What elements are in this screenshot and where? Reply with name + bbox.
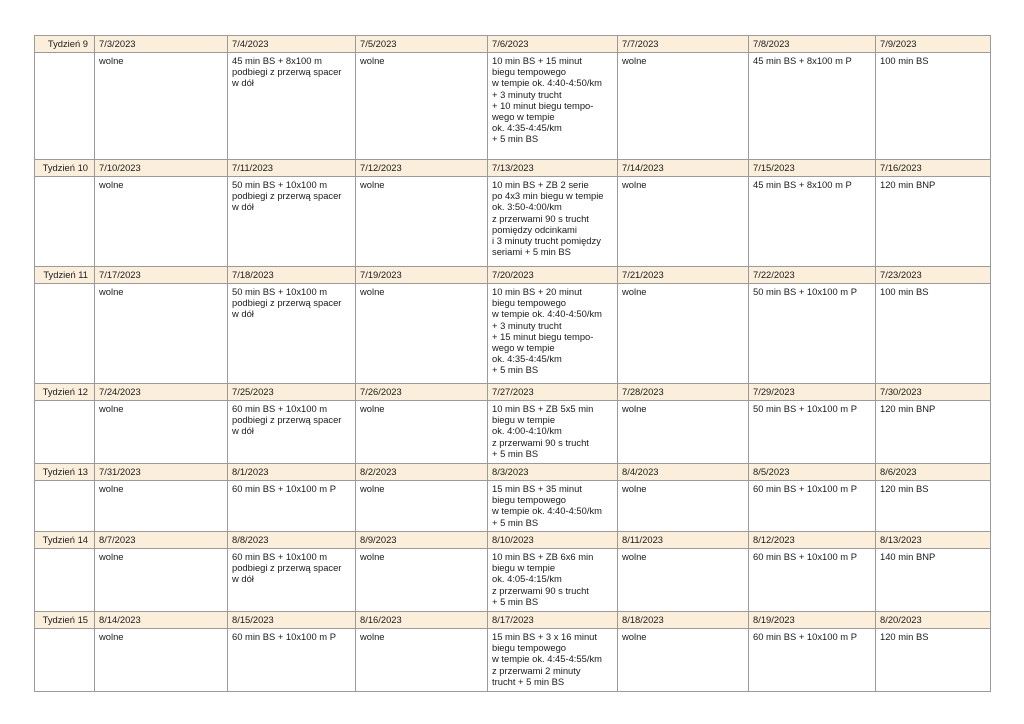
- workout-line: 10 min BS + ZB 6x6 min: [492, 551, 594, 562]
- workout-line: wego w tempie: [492, 342, 555, 354]
- workout-line: wolne: [360, 631, 385, 642]
- workout-row: [35, 177, 991, 267]
- workout-line: wolne: [622, 631, 647, 642]
- workout-line: 10 min BS + 15 minut: [492, 55, 582, 66]
- week-label: Tydzień 9: [35, 36, 95, 53]
- workout-line: 140 min BNP: [880, 551, 936, 562]
- date-cell: 7/13/2023: [488, 160, 618, 177]
- workout-line: w tempie ok. 4:40-4:50/km: [492, 77, 602, 89]
- week-label: Tydzień 11: [35, 267, 95, 284]
- workout-line: trucht + 5 min BS: [492, 675, 565, 687]
- workout-line: 60 min BS + 10x100 m: [232, 551, 328, 562]
- workout-line: wolne: [99, 286, 124, 297]
- workout-line: wolne: [360, 179, 385, 190]
- empty-label-cell: [35, 284, 95, 384]
- workout-line: + 15 minut biegu tempo-: [492, 330, 594, 342]
- workout-line: 120 min BS: [880, 631, 929, 642]
- workout-cell: [95, 284, 228, 384]
- workout-line: ok. 3:50-4:00/km: [492, 201, 562, 213]
- workout-line: wolne: [99, 179, 124, 190]
- workout-cell: [618, 53, 749, 160]
- date-cell: 7/29/2023: [749, 384, 876, 401]
- empty-label-cell: [35, 177, 95, 267]
- workout-cell: [749, 481, 876, 532]
- workout-cell: [95, 481, 228, 532]
- date-cell: 7/25/2023: [228, 384, 356, 401]
- workout-line: 120 min BNP: [880, 403, 936, 414]
- workout-line: podbiegi z przerwą spacer: [232, 66, 342, 78]
- workout-cell: [749, 629, 876, 692]
- workout-line: ok. 4:05-4:15/km: [492, 573, 562, 585]
- date-cell: 7/6/2023: [488, 36, 618, 53]
- week-label: Tydzień 10: [35, 160, 95, 177]
- workout-cell: [749, 549, 876, 612]
- date-cell: 8/3/2023: [488, 464, 618, 481]
- workout-cell: [95, 53, 228, 160]
- workout-line: 15 min BS + 3 x 16 minut: [492, 631, 598, 642]
- workout-cell: [488, 177, 618, 267]
- workout-line: z przerwami 90 s trucht: [492, 436, 589, 448]
- empty-label-cell: [35, 481, 95, 532]
- workout-cell: [876, 401, 991, 464]
- workout-cell: [876, 481, 991, 532]
- workout-row: [35, 629, 991, 692]
- workout-line: wolne: [622, 403, 647, 414]
- workout-cell: [749, 401, 876, 464]
- date-cell: 8/18/2023: [618, 612, 749, 629]
- workout-line: w dół: [232, 77, 254, 89]
- workout-line: wolne: [622, 55, 647, 66]
- workout-cell: [228, 401, 356, 464]
- workout-cell: [749, 284, 876, 384]
- workout-line: 100 min BS: [880, 55, 929, 66]
- date-cell: 8/12/2023: [749, 532, 876, 549]
- date-cell: 8/1/2023: [228, 464, 356, 481]
- empty-label-cell: [35, 549, 95, 612]
- date-cell: 7/28/2023: [618, 384, 749, 401]
- workout-line: podbiegi z przerwą spacer: [232, 190, 342, 202]
- workout-cell: [95, 401, 228, 464]
- workout-line: wolne: [99, 403, 124, 414]
- date-cell: 7/7/2023: [618, 36, 749, 53]
- workout-line: wolne: [360, 286, 385, 297]
- workout-line: wolne: [360, 403, 385, 414]
- date-cell: 7/31/2023: [95, 464, 228, 481]
- workout-line: 45 min BS + 8x100 m P: [753, 179, 852, 190]
- workout-line: ok. 4:00-4:10/km: [492, 425, 562, 437]
- workout-line: + 5 min BS: [492, 364, 539, 376]
- workout-row: [35, 284, 991, 384]
- workout-line: wolne: [99, 483, 124, 494]
- empty-label-cell: [35, 629, 95, 692]
- date-cell: 7/16/2023: [876, 160, 991, 177]
- workout-line: w dół: [232, 573, 254, 585]
- date-cell: 7/27/2023: [488, 384, 618, 401]
- workout-cell: [876, 284, 991, 384]
- date-cell: 7/9/2023: [876, 36, 991, 53]
- workout-cell: [618, 177, 749, 267]
- workout-line: 10 min BS + 20 minut: [492, 286, 582, 297]
- workout-line: pomiędzy odcinkami: [492, 223, 577, 235]
- date-cell: 8/8/2023: [228, 532, 356, 549]
- workout-line: 50 min BS + 10x100 m: [232, 179, 328, 190]
- workout-cell: [749, 177, 876, 267]
- workout-cell: [749, 53, 876, 160]
- date-cell: 7/30/2023: [876, 384, 991, 401]
- workout-row: [35, 481, 991, 532]
- week-header-row: [35, 532, 991, 549]
- date-cell: 8/14/2023: [95, 612, 228, 629]
- workout-line: w dół: [232, 201, 254, 213]
- date-cell: 8/7/2023: [95, 532, 228, 549]
- workout-line: biegu w tempie: [492, 562, 556, 574]
- empty-label-cell: [35, 401, 95, 464]
- workout-line: biegu tempowego: [492, 494, 567, 506]
- workout-line: 60 min BS + 10x100 m P: [232, 631, 336, 642]
- workout-line: 60 min BS + 10x100 m P: [232, 483, 336, 494]
- workout-line: + 3 minuty trucht: [492, 319, 562, 331]
- workout-line: seriami + 5 min BS: [492, 246, 571, 258]
- date-cell: 7/24/2023: [95, 384, 228, 401]
- training-plan-body: [35, 36, 991, 692]
- date-cell: 7/26/2023: [356, 384, 488, 401]
- workout-line: 10 min BS + ZB 2 serie: [492, 179, 589, 190]
- workout-line: wego w tempie: [492, 111, 555, 123]
- empty-label-cell: [35, 53, 95, 160]
- date-cell: 8/10/2023: [488, 532, 618, 549]
- workout-line: 60 min BS + 10x100 m P: [753, 483, 857, 494]
- workout-line: + 5 min BS: [492, 133, 539, 145]
- date-cell: 8/15/2023: [228, 612, 356, 629]
- workout-cell: [488, 549, 618, 612]
- workout-cell: [356, 177, 488, 267]
- workout-line: biegu w tempie: [492, 414, 556, 426]
- week-label: Tydzień 12: [35, 384, 95, 401]
- week-header-row: [35, 384, 991, 401]
- workout-cell: [618, 629, 749, 692]
- workout-cell: [876, 629, 991, 692]
- workout-line: 60 min BS + 10x100 m P: [753, 631, 857, 642]
- date-cell: 7/23/2023: [876, 267, 991, 284]
- workout-line: w tempie ok. 4:45-4:55/km: [492, 653, 602, 665]
- date-cell: 8/16/2023: [356, 612, 488, 629]
- week-header-row: [35, 612, 991, 629]
- workout-line: 60 min BS + 10x100 m P: [753, 551, 857, 562]
- workout-line: biegu tempowego: [492, 642, 567, 654]
- workout-cell: [228, 549, 356, 612]
- date-cell: 7/4/2023: [228, 36, 356, 53]
- date-cell: 7/14/2023: [618, 160, 749, 177]
- date-cell: 7/20/2023: [488, 267, 618, 284]
- workout-row: [35, 401, 991, 464]
- workout-cell: [876, 549, 991, 612]
- workout-cell: [488, 481, 618, 532]
- workout-cell: [618, 481, 749, 532]
- workout-cell: [228, 481, 356, 532]
- workout-cell: [356, 401, 488, 464]
- date-cell: 8/11/2023: [618, 532, 749, 549]
- week-header-row: [35, 160, 991, 177]
- workout-line: i 3 minuty trucht pomiędzy: [492, 235, 601, 247]
- workout-cell: [618, 549, 749, 612]
- workout-line: 50 min BS + 10x100 m P: [753, 403, 857, 414]
- date-cell: 8/17/2023: [488, 612, 618, 629]
- date-cell: 7/15/2023: [749, 160, 876, 177]
- workout-line: 120 min BS: [880, 483, 929, 494]
- workout-line: podbiegi z przerwą spacer: [232, 414, 342, 426]
- workout-line: wolne: [99, 55, 124, 66]
- date-cell: 8/6/2023: [876, 464, 991, 481]
- workout-line: wolne: [99, 551, 124, 562]
- workout-cell: [488, 401, 618, 464]
- workout-line: 50 min BS + 10x100 m P: [753, 286, 857, 297]
- workout-line: w tempie ok. 4:40-4:50/km: [492, 505, 602, 517]
- workout-line: w tempie ok. 4:40-4:50/km: [492, 308, 602, 320]
- workout-cell: [488, 53, 618, 160]
- workout-cell: [876, 177, 991, 267]
- workout-line: z przerwami 90 s trucht: [492, 584, 589, 596]
- date-cell: 7/3/2023: [95, 36, 228, 53]
- workout-line: 120 min BNP: [880, 179, 936, 190]
- workout-line: 50 min BS + 10x100 m: [232, 286, 328, 297]
- workout-line: wolne: [360, 483, 385, 494]
- workout-cell: [488, 284, 618, 384]
- date-cell: 8/2/2023: [356, 464, 488, 481]
- workout-line: 100 min BS: [880, 286, 929, 297]
- week-label: Tydzień 13: [35, 464, 95, 481]
- workout-cell: [95, 629, 228, 692]
- date-cell: 7/21/2023: [618, 267, 749, 284]
- date-cell: 8/5/2023: [749, 464, 876, 481]
- workout-cell: [356, 53, 488, 160]
- workout-line: biegu tempowego: [492, 66, 567, 78]
- workout-line: po 4x3 min biegu w tempie: [492, 190, 604, 202]
- workout-cell: [228, 629, 356, 692]
- date-cell: 7/22/2023: [749, 267, 876, 284]
- workout-line: 60 min BS + 10x100 m: [232, 403, 328, 414]
- workout-cell: [618, 401, 749, 464]
- workout-line: + 10 minut biegu tempo-: [492, 99, 594, 111]
- workout-line: ok. 4:35-4:45/km: [492, 122, 562, 134]
- workout-line: + 5 min BS: [492, 595, 539, 607]
- workout-cell: [95, 177, 228, 267]
- workout-line: z przerwami 90 s trucht: [492, 212, 589, 224]
- date-cell: 7/17/2023: [95, 267, 228, 284]
- workout-line: podbiegi z przerwą spacer: [232, 297, 342, 309]
- date-cell: 8/13/2023: [876, 532, 991, 549]
- workout-cell: [356, 481, 488, 532]
- workout-line: wolne: [622, 179, 647, 190]
- week-header-row: [35, 464, 991, 481]
- date-cell: 7/10/2023: [95, 160, 228, 177]
- workout-line: 45 min BS + 8x100 m P: [753, 55, 852, 66]
- workout-cell: [95, 549, 228, 612]
- week-label: Tydzień 15: [35, 612, 95, 629]
- workout-line: wolne: [99, 631, 124, 642]
- date-cell: 7/11/2023: [228, 160, 356, 177]
- date-cell: 8/9/2023: [356, 532, 488, 549]
- workout-line: ok. 4:35-4:45/km: [492, 353, 562, 365]
- workout-cell: [356, 284, 488, 384]
- workout-cell: [618, 284, 749, 384]
- workout-line: w dół: [232, 425, 254, 437]
- workout-line: wolne: [360, 551, 385, 562]
- workout-line: wolne: [360, 55, 385, 66]
- workout-cell: [488, 629, 618, 692]
- workout-line: wolne: [622, 551, 647, 562]
- week-label: Tydzień 14: [35, 532, 95, 549]
- workout-line: + 5 min BS: [492, 516, 539, 528]
- workout-line: podbiegi z przerwą spacer: [232, 562, 342, 574]
- workout-line: wolne: [622, 286, 647, 297]
- week-header-row: [35, 36, 991, 53]
- workout-cell: [228, 177, 356, 267]
- workout-line: 45 min BS + 8x100 m: [232, 55, 322, 66]
- workout-line: biegu tempowego: [492, 297, 567, 309]
- workout-cell: [356, 629, 488, 692]
- date-cell: 7/8/2023: [749, 36, 876, 53]
- date-cell: 7/18/2023: [228, 267, 356, 284]
- date-cell: 7/5/2023: [356, 36, 488, 53]
- date-cell: 8/20/2023: [876, 612, 991, 629]
- workout-line: z przerwami 2 minuty: [492, 664, 581, 676]
- workout-line: 10 min BS + ZB 5x5 min: [492, 403, 594, 414]
- workout-cell: [228, 284, 356, 384]
- workout-cell: [228, 53, 356, 160]
- date-cell: 8/4/2023: [618, 464, 749, 481]
- workout-cell: [356, 549, 488, 612]
- training-plan-table: [34, 35, 991, 692]
- workout-line: 15 min BS + 35 minut: [492, 483, 582, 494]
- workout-row: [35, 549, 991, 612]
- workout-line: wolne: [622, 483, 647, 494]
- workout-line: + 3 minuty trucht: [492, 88, 562, 100]
- workout-cell: [876, 53, 991, 160]
- workout-row: [35, 53, 991, 160]
- week-header-row: [35, 267, 991, 284]
- workout-line: w dół: [232, 308, 254, 320]
- date-cell: 7/19/2023: [356, 267, 488, 284]
- date-cell: 8/19/2023: [749, 612, 876, 629]
- date-cell: 7/12/2023: [356, 160, 488, 177]
- workout-line: + 5 min BS: [492, 447, 539, 459]
